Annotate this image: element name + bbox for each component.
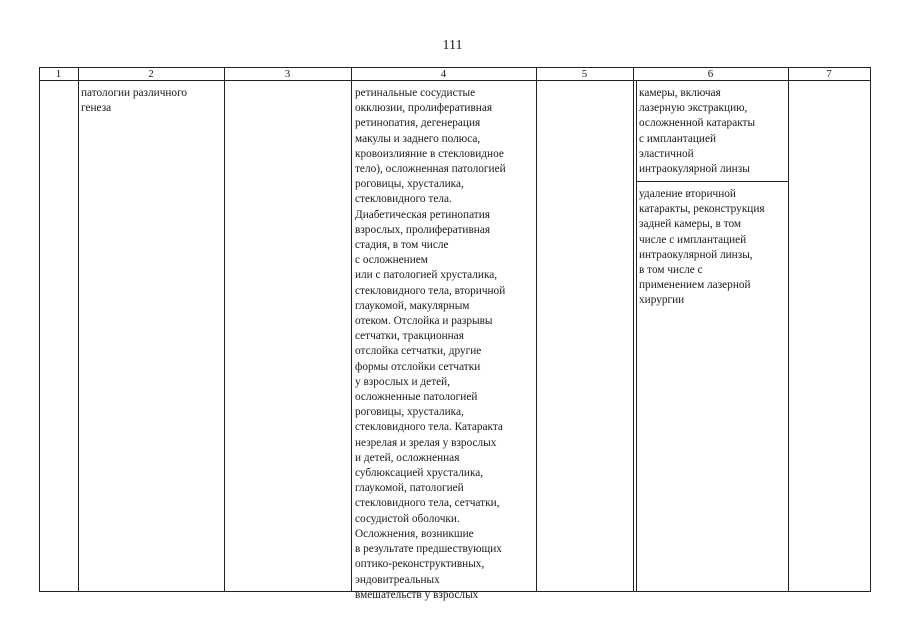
column-header-6: 6 (707, 68, 714, 80)
text-line: стекловидного тела. Катаракта (355, 421, 503, 434)
col6-block-divider (636, 181, 788, 182)
col6-cell-top (639, 86, 755, 177)
col2-cell (81, 86, 187, 116)
col-border-6 (788, 67, 789, 592)
column-header-2: 2 (148, 68, 154, 80)
text-line: удаление вторичной (639, 188, 736, 200)
text-line: осложненной катаракты (639, 117, 756, 130)
col4-cell (355, 86, 506, 603)
text-line: формы отслойки сетчатки (355, 360, 481, 373)
text-line: ретинопатия, дегенерация (355, 117, 481, 130)
text-line: отеком. Отслойка и разрывы (355, 315, 493, 328)
text-line: с имплантацией (639, 132, 717, 145)
text-line: макулы и заднего полюса, (355, 132, 481, 145)
text-line: или с патологией хрусталика, (355, 269, 498, 282)
text-line: у взрослых и детей, (355, 375, 451, 388)
column-header-3: 3 (284, 68, 291, 80)
text-line: взрослых, пролиферативная (355, 223, 491, 236)
text-line: тело), осложненная патологией (355, 163, 506, 176)
text-line: отслойка сетчатки, другие (355, 345, 482, 358)
text-line: Осложнения, возникшие (355, 527, 474, 540)
text-line: роговицы, хрусталика, (355, 406, 464, 419)
text-line: камеры, включая (639, 87, 721, 99)
col-border-0 (39, 67, 40, 592)
text-line: глаукомой, макулярным (355, 299, 470, 312)
text-line: сосудистой оболочки. (355, 512, 460, 525)
text-line: сетчатки, тракционная (355, 330, 464, 343)
text-line: кровоизлияние в стекловидное (355, 147, 504, 160)
text-line: незрелая и зрелая у взрослых (355, 436, 497, 449)
text-line: осложненные патологией (355, 391, 478, 404)
column-header-4: 4 (440, 68, 447, 80)
text-line: эластичной (639, 147, 694, 160)
col-border-3 (351, 67, 352, 592)
text-line: числе с имплантацией (639, 233, 747, 246)
column-header-7: 7 (826, 68, 832, 80)
col-border-7 (870, 67, 871, 592)
text-line: генеза (81, 102, 112, 115)
col6-cell-bottom (639, 187, 765, 309)
page-number: 111 (442, 38, 463, 53)
text-line: применением лазерной (639, 279, 751, 292)
text-line: окклюзии, пролиферативная (355, 102, 493, 115)
data-table (39, 67, 871, 601)
text-line: катаракты, реконструкция (639, 203, 765, 216)
text-line: Диабетическая ретинопатия (355, 208, 490, 221)
col-inner-border-6 (636, 80, 637, 592)
column-header-1: 1 (55, 68, 62, 80)
text-line: стадия, в том числе (355, 239, 449, 252)
text-line: глаукомой, патологией (355, 482, 464, 495)
text-line: стекловидного тела, сетчатки, (355, 497, 500, 510)
col-border-2 (224, 67, 225, 592)
text-line: сублюксацией хрусталика, (355, 467, 484, 480)
column-header-5: 5 (581, 68, 588, 80)
text-line: ретинальные сосудистые (355, 87, 476, 99)
text-line: патологии различного (81, 87, 188, 99)
text-line: оптико-реконструктивных, (355, 558, 485, 571)
text-line: интраокулярной линзы, (639, 248, 753, 261)
text-line: эндовитреальных (355, 573, 440, 586)
text-line: с осложнением (355, 254, 428, 267)
col-border-1 (78, 67, 79, 592)
text-line: лазерную экстракцию, (639, 102, 748, 115)
text-line: стекловидного тела, вторичной (355, 284, 506, 297)
text-line: в результате предшествующих (355, 543, 502, 556)
text-line: роговицы, хрусталика, (355, 178, 464, 191)
text-line: в том числе с (639, 264, 703, 277)
text-line: и детей, осложненная (355, 451, 460, 464)
text-line: хирургии (639, 294, 685, 307)
col-border-5 (633, 67, 634, 592)
text-line: стекловидного тела. (355, 193, 452, 206)
header-row-border (39, 80, 871, 81)
text-line: интраокулярной линзы (639, 163, 750, 176)
text-line: вмешательств у взрослых (355, 588, 479, 601)
text-line: задней камеры, в том (639, 218, 742, 231)
col-border-4 (536, 67, 537, 592)
